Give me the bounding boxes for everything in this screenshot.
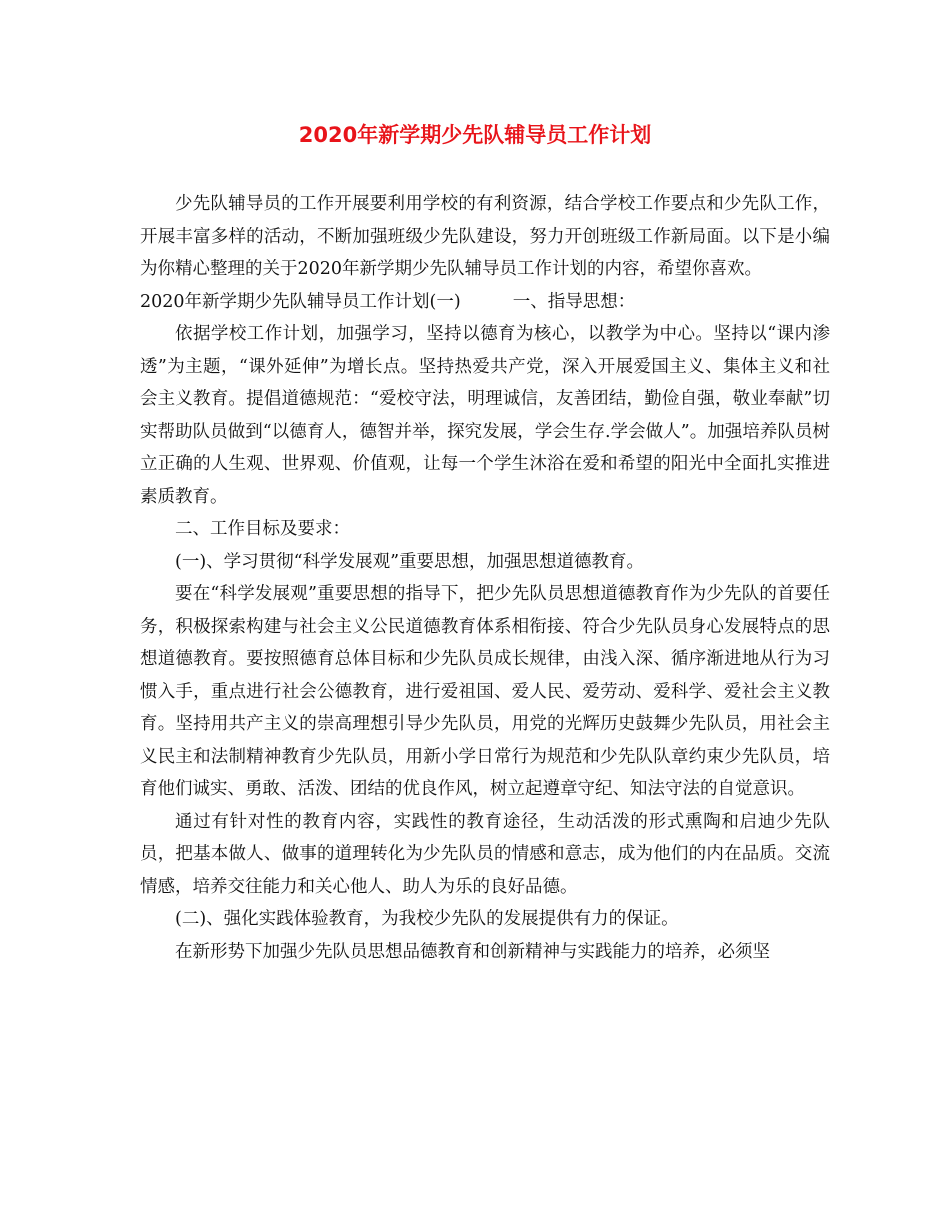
subheading-practice-education: (二)、强化实践体验教育，为我校少先队的发展提供有力的保证。 <box>175 909 679 929</box>
section-line <box>140 286 830 319</box>
moral-education-paragraph: 要在“科学发展观”重要思想的指导下，把少先队员思想道德教育作为少先队的首要任务，积极探索构建与社会主义公民道德教育体系相衔接、符合少先队员身心发展特点的思想道德教育。要按照德育总体目标和少先队员成长规律，由浅入深、循序渐进地从行为习惯入手，重点进行社会公德教育，进行爱祖国、爱人民、爱劳动、爱科学、爱社会主义教育。坚持用共产主义的崇高理想引导少先队员，用党的光辉历史鼓舞少先队员，用社会主义民主和法制精神教育少先队员，用新小学日常行为规范和少先队队章约束少先队员，培育他们诚实、勇敢、活泼、团结的优良作风，树立起遵章守纪、知法守法的自觉意识。 <box>140 584 830 799</box>
guiding-ideology-paragraph: 依据学校工作计划，加强学习，坚持以德育为核心，以教学为中心。坚持以“课内渗透”为主题，“课外延伸”为增长点。坚持热爱共产党，深入开展爱国主义、集体主义和社会主义教育。提倡道德规范：“爱校守法，明理诚信，友善团结，勤俭自强，敬业奉献”切实帮助队员做到“以德育人，德智并举，探究发展，学会生存.学会做人”。加强培养队员树立正确的人生观、世界观、价值观，让每一个学生沐浴在爱和希望的阳光中全面扎实推进素质教育。 <box>140 324 830 507</box>
intro-paragraph: 少先队辅导员的工作开展要利用学校的有利资源，结合学校工作要点和少先队工作，开展丰富多样的活动，不断加强班级少先队建设，努力开创班级工作新局面。以下是小编为你精心整理的关于2020年新学期少先队辅导员工作计划的内容，希望你喜欢。 <box>140 194 830 279</box>
subheading-moral-education: (一)、学习贯彻“科学发展观”重要思想，加强思想道德教育。 <box>175 551 645 572</box>
document-body <box>140 188 830 968</box>
practice-paragraph: 通过有针对性的教育内容，实践性的教育途径，生动活泼的形式熏陶和启迪少先队员，把基本做人、做事的道理转化为少先队员的情感和意志，成为他们的内在品质。交流情感，培养交往能力和关心他人、助人为乐的良好品德。 <box>140 811 830 897</box>
closing-paragraph: 在新形势下加强少先队员思想品德教育和创新精神与实践能力的培养，必须坚 <box>175 941 770 962</box>
section-title: 2020年新学期少先队辅导员工作计划(一) <box>140 291 461 312</box>
document-title: 2020年新学期少先队辅导员工作计划 <box>298 123 652 147</box>
heading-goals-requirements: 二、工作目标及要求： <box>175 519 350 539</box>
heading-guiding-ideology: 一、指导思想： <box>512 291 636 312</box>
